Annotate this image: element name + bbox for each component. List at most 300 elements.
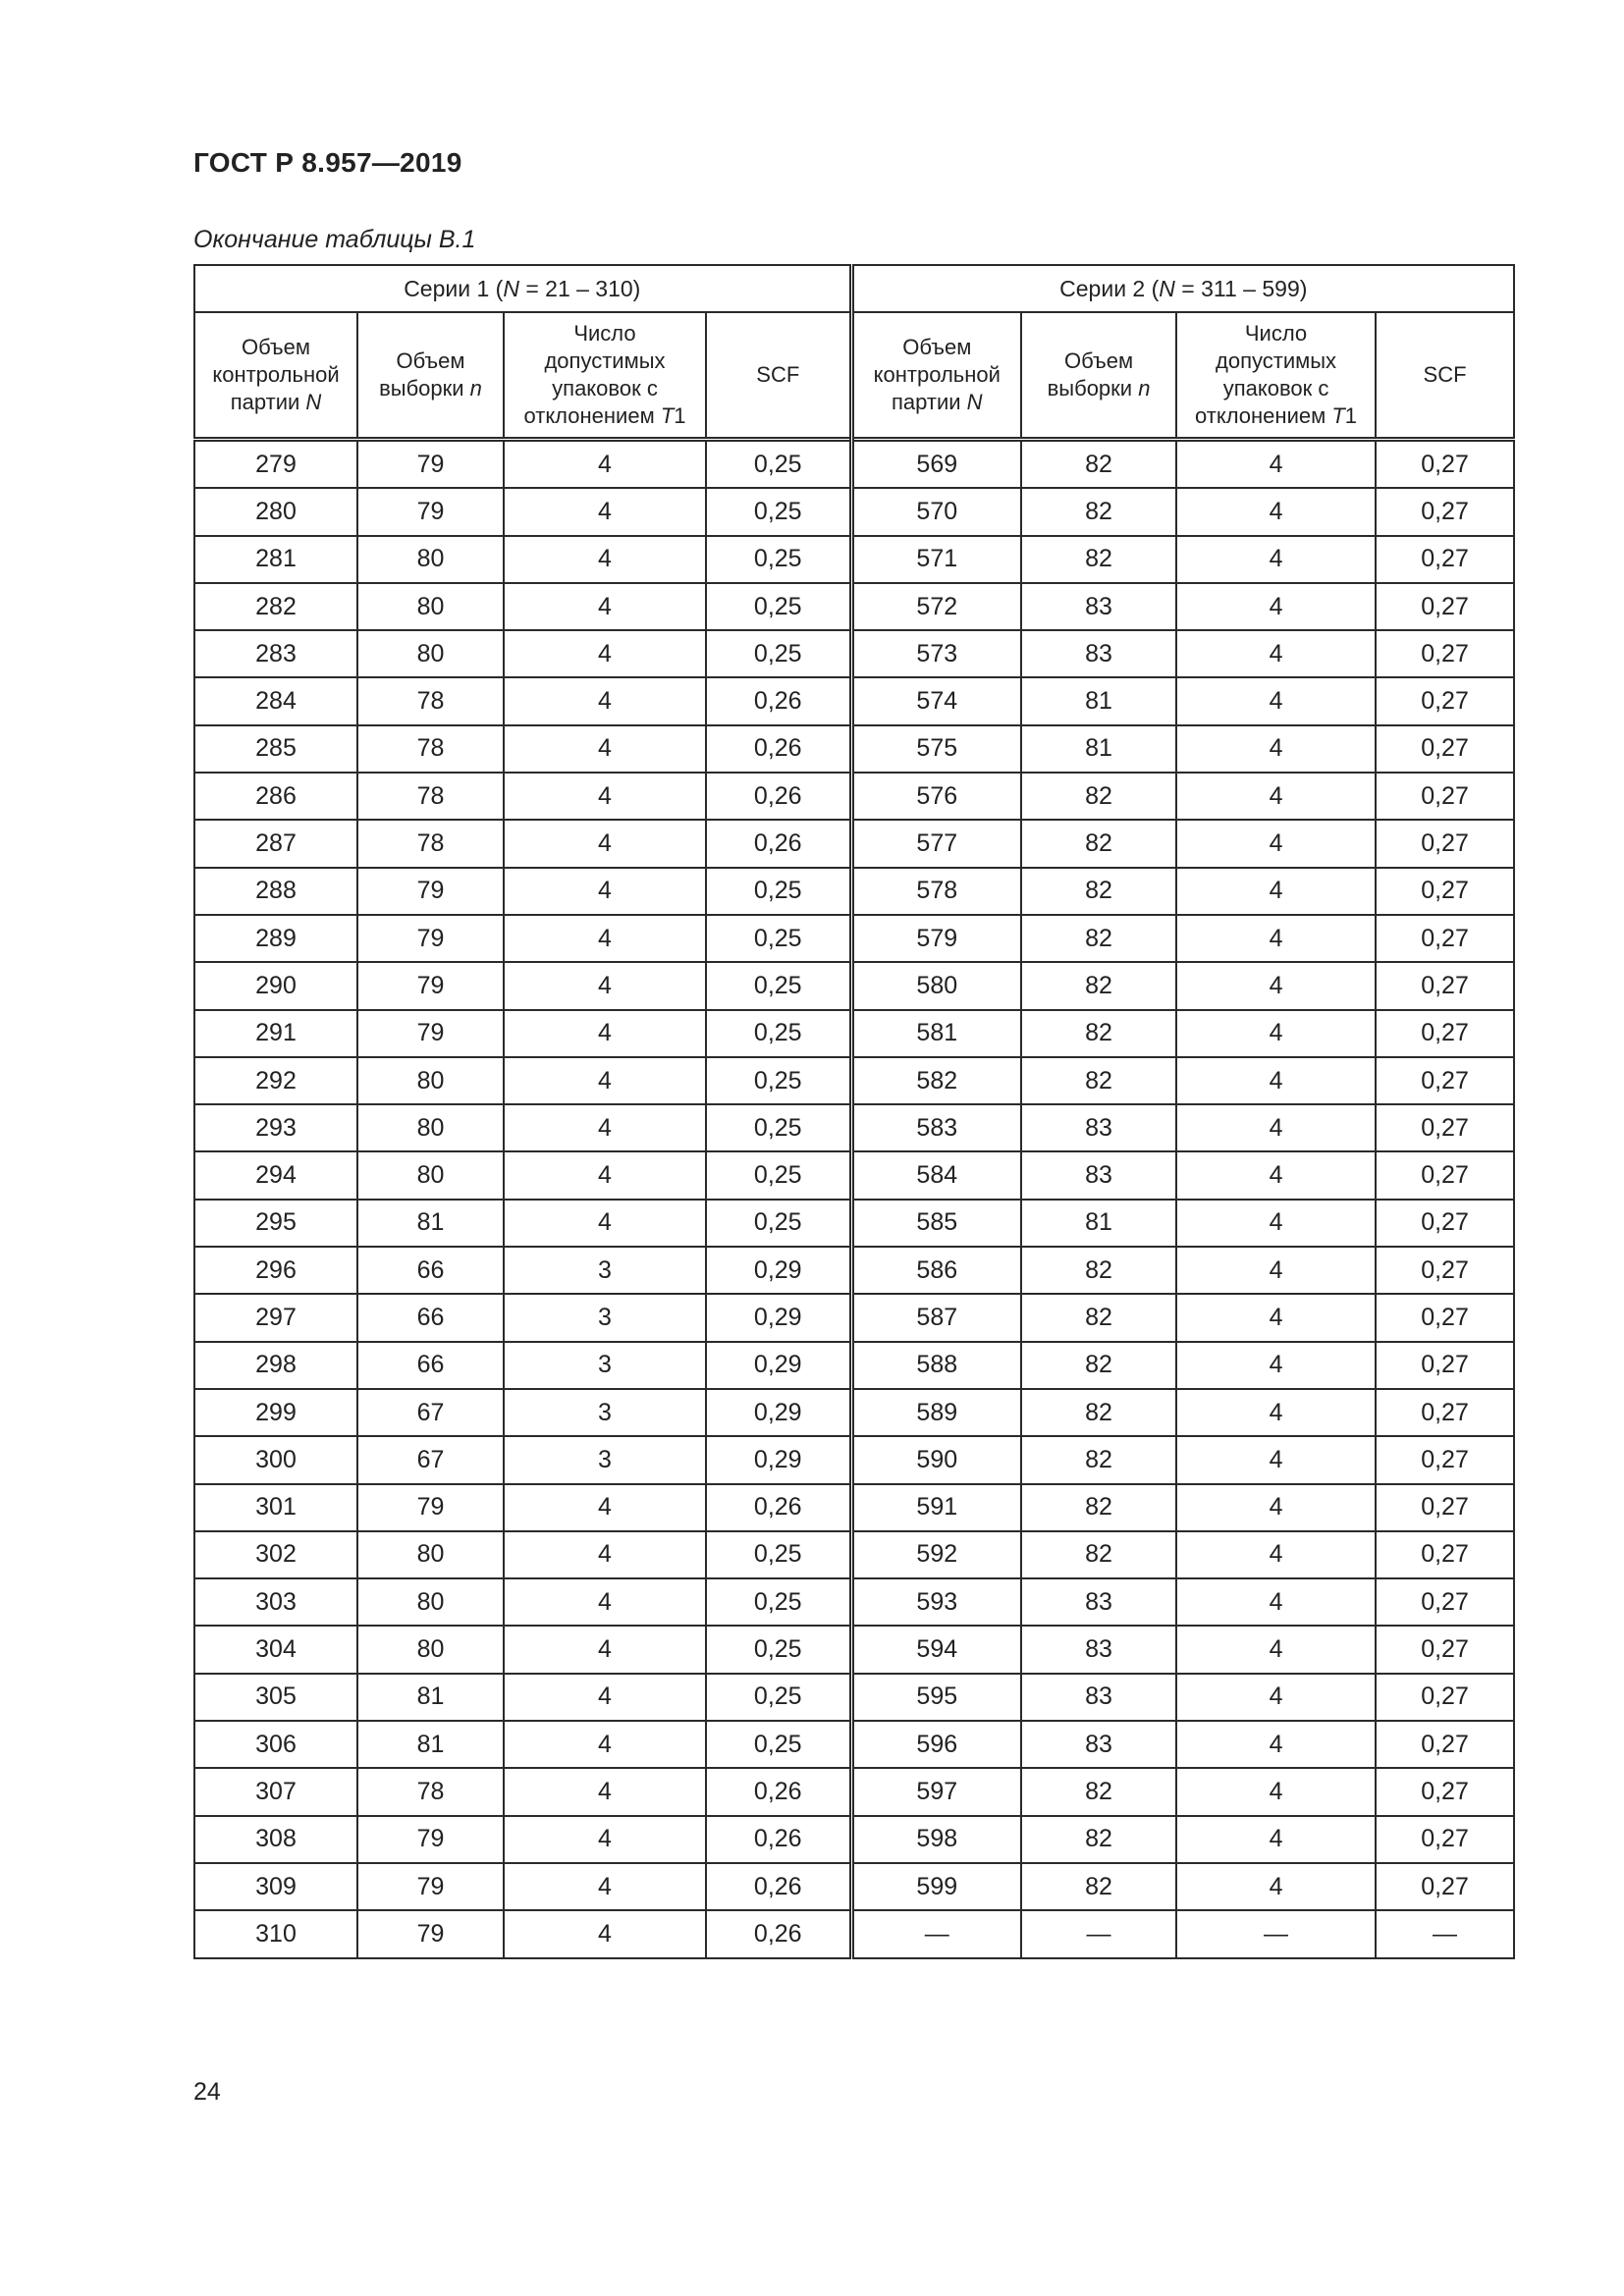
table-cell: 66 <box>357 1342 504 1389</box>
table-cell: 592 <box>851 1531 1021 1578</box>
table-cell: 0,27 <box>1376 1626 1514 1673</box>
table-cell: 4 <box>504 1484 706 1531</box>
table-cell: 4 <box>504 773 706 820</box>
table-cell: 0,29 <box>706 1436 851 1483</box>
table-cell: 295 <box>194 1200 357 1247</box>
table-cell: 4 <box>504 1200 706 1247</box>
table-cell: 0,25 <box>706 1104 851 1151</box>
table-cell: 579 <box>851 915 1021 962</box>
table-cell: 78 <box>357 677 504 724</box>
table-cell: 0,26 <box>706 1816 851 1863</box>
table-cell: 82 <box>1021 773 1176 820</box>
table-cell: 573 <box>851 630 1021 677</box>
table-cell: 4 <box>1176 677 1376 724</box>
table-cell: 78 <box>357 820 504 867</box>
table-row <box>194 1674 1514 1721</box>
table-cell: 585 <box>851 1200 1021 1247</box>
table-cell: 4 <box>504 1863 706 1910</box>
table-cell: 577 <box>851 820 1021 867</box>
table-cell: 3 <box>504 1247 706 1294</box>
table-cell: 0,27 <box>1376 677 1514 724</box>
table-cell: 0,27 <box>1376 1484 1514 1531</box>
table-cell: 82 <box>1021 915 1176 962</box>
table-cell: 0,27 <box>1376 1674 1514 1721</box>
table-cell: 83 <box>1021 1578 1176 1626</box>
table-cell: 593 <box>851 1578 1021 1626</box>
table-cell: 289 <box>194 915 357 962</box>
table-cell: 4 <box>1176 1389 1376 1436</box>
table-cell: 80 <box>357 1626 504 1673</box>
table-cell: 4 <box>504 1057 706 1104</box>
table-cell: 82 <box>1021 536 1176 583</box>
table-cell: 81 <box>1021 725 1176 773</box>
table-cell: 575 <box>851 725 1021 773</box>
table-cell: 0,27 <box>1376 1721 1514 1768</box>
table-cell: 80 <box>357 583 504 630</box>
table-cell: 82 <box>1021 820 1176 867</box>
table-cell: 0,26 <box>706 820 851 867</box>
table-cell: 4 <box>1176 583 1376 630</box>
table-cell: 596 <box>851 1721 1021 1768</box>
table-cell: 4 <box>1176 962 1376 1009</box>
table-cell: 293 <box>194 1104 357 1151</box>
table-cell: 4 <box>504 630 706 677</box>
table-row <box>194 1294 1514 1341</box>
table-cell: 0,27 <box>1376 1863 1514 1910</box>
table-cell: 78 <box>357 725 504 773</box>
table-cell: 0,27 <box>1376 488 1514 535</box>
table-cell: 594 <box>851 1626 1021 1673</box>
table-cell: 4 <box>1176 1151 1376 1199</box>
table-row <box>194 488 1514 535</box>
table-cell: 78 <box>357 1768 504 1815</box>
table-cell: 80 <box>357 536 504 583</box>
table-cell: 305 <box>194 1674 357 1721</box>
table-row <box>194 1531 1514 1578</box>
table-cell: 309 <box>194 1863 357 1910</box>
table-cell: 0,27 <box>1376 1436 1514 1483</box>
table-cell: 298 <box>194 1342 357 1389</box>
document-header: ГОСТ Р 8.957—2019 <box>193 147 462 178</box>
table-cell: 82 <box>1021 868 1176 915</box>
table-cell: 4 <box>1176 1342 1376 1389</box>
table-cell: 82 <box>1021 962 1176 1009</box>
table-cell: 79 <box>357 915 504 962</box>
table-cell: 0,27 <box>1376 773 1514 820</box>
table-cell: 83 <box>1021 1626 1176 1673</box>
table-row <box>194 1342 1514 1389</box>
page-number: 24 <box>193 2078 221 2106</box>
table-cell: 0,26 <box>706 1910 851 1957</box>
table-row <box>194 962 1514 1009</box>
table-cell: 82 <box>1021 1816 1176 1863</box>
table-cell: 4 <box>1176 1200 1376 1247</box>
table-cell: 597 <box>851 1768 1021 1815</box>
table-cell: 598 <box>851 1816 1021 1863</box>
table-cell: 284 <box>194 677 357 724</box>
table-row <box>194 1247 1514 1294</box>
table-cell: 82 <box>1021 1389 1176 1436</box>
table-row <box>194 583 1514 630</box>
table-cell: 299 <box>194 1389 357 1436</box>
table-cell: 591 <box>851 1484 1021 1531</box>
table-row <box>194 1910 1514 1957</box>
table-cell: 82 <box>1021 1531 1176 1578</box>
table-cell: — <box>1376 1910 1514 1957</box>
table-cell: 4 <box>1176 773 1376 820</box>
table-cell: 83 <box>1021 1104 1176 1151</box>
table-row <box>194 1863 1514 1910</box>
column-header-s1-1: Объем контрольной партии N <box>194 312 357 440</box>
table-cell: 83 <box>1021 1721 1176 1768</box>
table-cell: 285 <box>194 725 357 773</box>
table-cell: 300 <box>194 1436 357 1483</box>
table-cell: 4 <box>504 536 706 583</box>
table-cell: 0,26 <box>706 1484 851 1531</box>
table-cell: 587 <box>851 1294 1021 1341</box>
table-cell: 583 <box>851 1104 1021 1151</box>
table-row <box>194 820 1514 867</box>
table-cell: 4 <box>504 677 706 724</box>
table-cell: 0,25 <box>706 1626 851 1673</box>
table-cell: 4 <box>504 868 706 915</box>
table-cell: 4 <box>1176 1674 1376 1721</box>
table-cell: 4 <box>1176 1531 1376 1578</box>
table-cell: 3 <box>504 1389 706 1436</box>
table-cell: 80 <box>357 1578 504 1626</box>
table-cell: 595 <box>851 1674 1021 1721</box>
table-cell: 0,27 <box>1376 1294 1514 1341</box>
table-row <box>194 1104 1514 1151</box>
table-cell: 0,29 <box>706 1294 851 1341</box>
table-cell: 286 <box>194 773 357 820</box>
table-cell: 81 <box>1021 677 1176 724</box>
table-cell: 4 <box>504 1674 706 1721</box>
table-cell: 0,27 <box>1376 1816 1514 1863</box>
column-header-s2-1: Объем контрольной партии N <box>851 312 1021 440</box>
table-cell: 81 <box>357 1200 504 1247</box>
table-cell: 302 <box>194 1531 357 1578</box>
column-header-s1-4: SCF <box>706 312 851 440</box>
table-cell: 0,27 <box>1376 1200 1514 1247</box>
table-cell: 283 <box>194 630 357 677</box>
table-cell: 588 <box>851 1342 1021 1389</box>
table-cell: 0,26 <box>706 677 851 724</box>
table-cell: 576 <box>851 773 1021 820</box>
column-header-s1-2: Объем выборки n <box>357 312 504 440</box>
column-header-s2-2: Объем выборки n <box>1021 312 1176 440</box>
table-cell: 303 <box>194 1578 357 1626</box>
table-row <box>194 773 1514 820</box>
table-cell: — <box>1176 1910 1376 1957</box>
table-cell: 3 <box>504 1342 706 1389</box>
table-cell: 281 <box>194 536 357 583</box>
table-cell: 279 <box>194 440 357 489</box>
table-cell: 4 <box>1176 536 1376 583</box>
table-cell: 578 <box>851 868 1021 915</box>
series-header-2: Серии 2 (N = 311 – 599) <box>851 265 1514 312</box>
table-cell: 0,25 <box>706 488 851 535</box>
table-cell: 82 <box>1021 1294 1176 1341</box>
table-row <box>194 1816 1514 1863</box>
table-cell: 78 <box>357 773 504 820</box>
table-cell: 79 <box>357 1484 504 1531</box>
table-cell: 0,27 <box>1376 1104 1514 1151</box>
table-cell: 4 <box>504 962 706 1009</box>
table-cell: 0,27 <box>1376 820 1514 867</box>
table-cell: 4 <box>1176 820 1376 867</box>
table-row <box>194 536 1514 583</box>
table-cell: 4 <box>1176 1768 1376 1815</box>
table-cell: 0,27 <box>1376 1057 1514 1104</box>
table-cell: 4 <box>504 915 706 962</box>
table-cell: 571 <box>851 536 1021 583</box>
table-cell: 0,27 <box>1376 1389 1514 1436</box>
table-cell: 0,27 <box>1376 583 1514 630</box>
table-cell: 82 <box>1021 440 1176 489</box>
table-row <box>194 1768 1514 1815</box>
table-cell: 0,25 <box>706 1578 851 1626</box>
table-cell: 0,25 <box>706 1531 851 1578</box>
table-cell: 0,29 <box>706 1342 851 1389</box>
table-cell: 79 <box>357 962 504 1009</box>
table-cell: 584 <box>851 1151 1021 1199</box>
series-header-row <box>194 265 1514 312</box>
series-header-1: Серии 1 (N = 21 – 310) <box>194 265 851 312</box>
table-cell: 81 <box>1021 1200 1176 1247</box>
table-cell: 4 <box>504 488 706 535</box>
table-cell: 82 <box>1021 1768 1176 1815</box>
table-cell: 0,27 <box>1376 1768 1514 1815</box>
table-cell: 4 <box>1176 630 1376 677</box>
table-cell: 0,25 <box>706 1721 851 1768</box>
table-cell: 569 <box>851 440 1021 489</box>
table-cell: 82 <box>1021 1436 1176 1483</box>
table-cell: 0,25 <box>706 1057 851 1104</box>
table-cell: 79 <box>357 440 504 489</box>
table-cell: 0,27 <box>1376 915 1514 962</box>
table-cell: 0,25 <box>706 583 851 630</box>
table-cell: 0,26 <box>706 1863 851 1910</box>
table-cell: 4 <box>504 725 706 773</box>
table-cell: 0,27 <box>1376 440 1514 489</box>
table-cell: 4 <box>1176 1816 1376 1863</box>
table-cell: 4 <box>1176 1721 1376 1768</box>
table-cell: 296 <box>194 1247 357 1294</box>
table-cell: 4 <box>504 1531 706 1578</box>
table-cell: 0,27 <box>1376 962 1514 1009</box>
table-cell: 66 <box>357 1294 504 1341</box>
table-cell: 0,27 <box>1376 1151 1514 1199</box>
table-row <box>194 725 1514 773</box>
table-cell: 0,27 <box>1376 1578 1514 1626</box>
table-cell: 4 <box>504 1626 706 1673</box>
table-cell: 599 <box>851 1863 1021 1910</box>
table-row <box>194 630 1514 677</box>
table-cell: 79 <box>357 1910 504 1957</box>
table-cell: 0,25 <box>706 1674 851 1721</box>
table-cell: 0,26 <box>706 1768 851 1815</box>
table-cell: 0,25 <box>706 630 851 677</box>
table-cell: 582 <box>851 1057 1021 1104</box>
table-cell: 4 <box>504 1721 706 1768</box>
table-cell: 67 <box>357 1436 504 1483</box>
table-row <box>194 1151 1514 1199</box>
table-cell: 80 <box>357 1151 504 1199</box>
table-cell: 0,27 <box>1376 1247 1514 1294</box>
table-cell: 82 <box>1021 488 1176 535</box>
table-cell: 287 <box>194 820 357 867</box>
table-cell: 4 <box>1176 725 1376 773</box>
table-cell: 0,27 <box>1376 868 1514 915</box>
table-cell: 4 <box>504 1578 706 1626</box>
table-cell: — <box>1021 1910 1176 1957</box>
table-cell: 0,27 <box>1376 1531 1514 1578</box>
table-cell: 297 <box>194 1294 357 1341</box>
table-cell: 4 <box>1176 1863 1376 1910</box>
table-cell: 4 <box>1176 1247 1376 1294</box>
table-cell: 0,27 <box>1376 725 1514 773</box>
table-cell: 4 <box>1176 1010 1376 1057</box>
column-header-row <box>194 312 1514 440</box>
table-cell: 4 <box>1176 1578 1376 1626</box>
data-table <box>193 264 1515 1959</box>
table-cell: 0,27 <box>1376 1342 1514 1389</box>
table-cell: 4 <box>1176 915 1376 962</box>
table-cell: 79 <box>357 488 504 535</box>
table-cell: 83 <box>1021 583 1176 630</box>
table-cell: 589 <box>851 1389 1021 1436</box>
table-row <box>194 1721 1514 1768</box>
table-cell: 0,26 <box>706 773 851 820</box>
table-cell: 307 <box>194 1768 357 1815</box>
table-cell: 4 <box>504 1910 706 1957</box>
table-cell: 4 <box>1176 1104 1376 1151</box>
table-cell: 66 <box>357 1247 504 1294</box>
table-cell: 294 <box>194 1151 357 1199</box>
table-row <box>194 1578 1514 1626</box>
table-cell: 82 <box>1021 1342 1176 1389</box>
table-cell: 4 <box>1176 1057 1376 1104</box>
table-cell: 310 <box>194 1910 357 1957</box>
table-cell: 4 <box>1176 440 1376 489</box>
table-row <box>194 1626 1514 1673</box>
table-cell: 572 <box>851 583 1021 630</box>
table-cell: 4 <box>504 1010 706 1057</box>
table-cell: 4 <box>504 820 706 867</box>
table-cell: 4 <box>504 1151 706 1199</box>
table-cell: 580 <box>851 962 1021 1009</box>
table-cell: 280 <box>194 488 357 535</box>
table-cell: 82 <box>1021 1247 1176 1294</box>
table-cell: 82 <box>1021 1057 1176 1104</box>
table-cell: 308 <box>194 1816 357 1863</box>
table-cell: 4 <box>1176 1436 1376 1483</box>
table-cell: 80 <box>357 1057 504 1104</box>
table-cell: 304 <box>194 1626 357 1673</box>
table-cell: 290 <box>194 962 357 1009</box>
table-cell: 83 <box>1021 1674 1176 1721</box>
table-cell: 82 <box>1021 1010 1176 1057</box>
table-cell: 4 <box>504 440 706 489</box>
column-header-s1-3: Число допустимых упаковок с отклонением T1 <box>504 312 706 440</box>
table-cell: 3 <box>504 1294 706 1341</box>
table-cell: 570 <box>851 488 1021 535</box>
table-row <box>194 1200 1514 1247</box>
table-row <box>194 1057 1514 1104</box>
table-cell: 0,27 <box>1376 630 1514 677</box>
table-caption: Окончание таблицы В.1 <box>193 226 476 253</box>
table-cell: 0,25 <box>706 1200 851 1247</box>
table-cell: 80 <box>357 1531 504 1578</box>
table-cell: 0,25 <box>706 536 851 583</box>
table-cell: 82 <box>1021 1484 1176 1531</box>
table-cell: 83 <box>1021 630 1176 677</box>
table-row <box>194 1389 1514 1436</box>
table-cell: 0,25 <box>706 1151 851 1199</box>
table-row <box>194 440 1514 489</box>
table-cell: 574 <box>851 677 1021 724</box>
table-cell: 79 <box>357 1010 504 1057</box>
table-cell: 0,25 <box>706 868 851 915</box>
table-cell: 79 <box>357 1863 504 1910</box>
table-cell: 0,26 <box>706 725 851 773</box>
table-cell: 581 <box>851 1010 1021 1057</box>
table-cell: 80 <box>357 630 504 677</box>
table-cell: 67 <box>357 1389 504 1436</box>
table-cell: 288 <box>194 868 357 915</box>
table-cell: 80 <box>357 1104 504 1151</box>
table-cell: 4 <box>1176 1484 1376 1531</box>
table-cell: 83 <box>1021 1151 1176 1199</box>
table-cell: 4 <box>504 1768 706 1815</box>
table-cell: — <box>851 1910 1021 1957</box>
table-cell: 0,25 <box>706 915 851 962</box>
table-cell: 282 <box>194 583 357 630</box>
table-cell: 81 <box>357 1674 504 1721</box>
table-cell: 82 <box>1021 1863 1176 1910</box>
table-cell: 4 <box>1176 1294 1376 1341</box>
table-cell: 79 <box>357 1816 504 1863</box>
table-row <box>194 1436 1514 1483</box>
table-cell: 79 <box>357 868 504 915</box>
column-header-s2-4: SCF <box>1376 312 1514 440</box>
table-cell: 306 <box>194 1721 357 1768</box>
table-cell: 0,25 <box>706 962 851 1009</box>
table-row <box>194 868 1514 915</box>
table-cell: 81 <box>357 1721 504 1768</box>
table-cell: 590 <box>851 1436 1021 1483</box>
table-row <box>194 677 1514 724</box>
table-cell: 4 <box>1176 1626 1376 1673</box>
table-cell: 4 <box>504 1104 706 1151</box>
column-header-s2-3: Число допустимых упаковок с отклонением T1 <box>1176 312 1376 440</box>
table-cell: 4 <box>504 583 706 630</box>
table-cell: 0,29 <box>706 1389 851 1436</box>
table-cell: 0,27 <box>1376 536 1514 583</box>
table-cell: 3 <box>504 1436 706 1483</box>
table-cell: 586 <box>851 1247 1021 1294</box>
table-cell: 4 <box>504 1816 706 1863</box>
table-row <box>194 1484 1514 1531</box>
table-cell: 291 <box>194 1010 357 1057</box>
table-cell: 4 <box>1176 868 1376 915</box>
table-row <box>194 915 1514 962</box>
table-cell: 4 <box>1176 488 1376 535</box>
table-cell: 0,27 <box>1376 1010 1514 1057</box>
table-cell: 292 <box>194 1057 357 1104</box>
table-cell: 0,25 <box>706 1010 851 1057</box>
